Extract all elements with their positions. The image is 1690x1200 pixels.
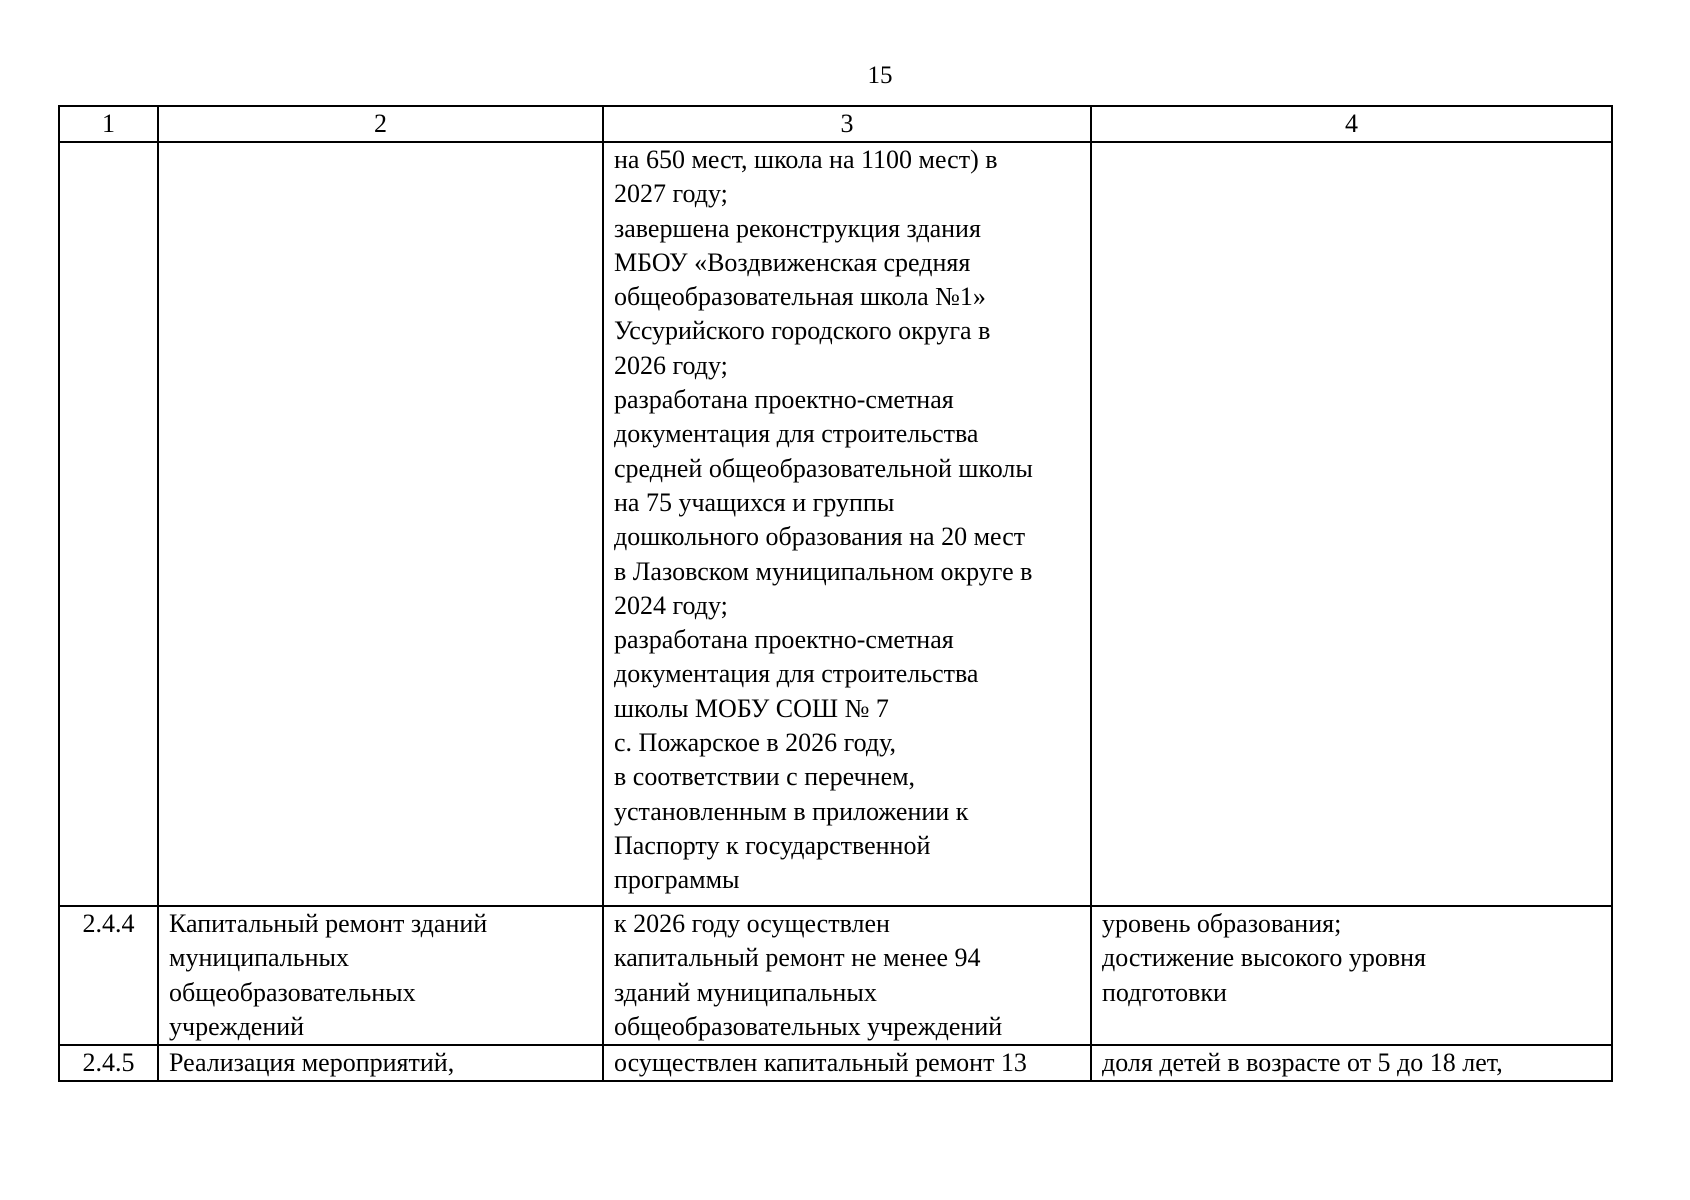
row-number-cell: 2.4.4: [59, 906, 158, 1045]
cell-text-line: 2026 году;: [614, 350, 728, 380]
program-table: [58, 105, 1613, 1082]
cell-text-line: зданий муниципальных: [614, 977, 877, 1007]
cell-text-line: Паспорту к государственной: [614, 830, 931, 860]
cell-text-line: МБОУ «Воздвиженская средняя: [614, 247, 971, 277]
cell-text-line: осуществлен капитальный ремонт 13: [614, 1048, 1027, 1078]
measure-name-cell: [158, 906, 603, 1045]
cell-text-line: общеобразовательная школа №1»: [614, 282, 986, 312]
table-row: [59, 1045, 1612, 1081]
result-cell: [603, 906, 1091, 1045]
cell-text-line: программы: [614, 865, 740, 895]
result-cell: [603, 1045, 1091, 1081]
cell-text-line: на 650 мест, школа на 1100 мест) в: [614, 145, 998, 174]
row-number-cell: [59, 142, 158, 906]
cell-text-line: документация для строительства: [614, 419, 979, 449]
cell-text-line: разработана проектно-сметная: [614, 385, 954, 415]
indicator-cell: [1091, 1045, 1612, 1081]
indicator-cell: [1091, 142, 1612, 906]
cell-text-line: установленным в приложении к: [614, 796, 969, 826]
cell-text-line: достижение высокого уровня: [1102, 943, 1426, 973]
header-cell-1: 1: [59, 106, 158, 142]
cell-text-line: к 2026 году осуществлен: [614, 909, 890, 938]
table-row: [59, 906, 1612, 1045]
measure-name-cell: [158, 142, 603, 906]
cell-text-line: школы МОБУ СОШ № 7: [614, 693, 889, 723]
cell-text-line: капитальный ремонт не менее 94: [614, 943, 981, 973]
cell-text-line: 2027 году;: [614, 179, 728, 209]
table-header-row: [59, 106, 1612, 142]
cell-text-line: подготовки: [1102, 977, 1227, 1007]
cell-text-line: доля детей в возрасте от 5 до 18 лет,: [1102, 1048, 1503, 1078]
header-cell-4: 4: [1091, 106, 1612, 142]
table-row: [59, 142, 1612, 906]
row-number-cell: 2.4.5: [59, 1045, 158, 1081]
cell-text-line: Капитальный ремонт зданий: [169, 909, 488, 938]
cell-text-line: документация для строительства: [614, 659, 979, 689]
cell-text-line: муниципальных: [169, 943, 350, 973]
result-cell: [603, 142, 1091, 906]
page-number: 15: [867, 62, 893, 89]
cell-text-line: в Лазовском муниципальном округе в: [614, 556, 1033, 586]
cell-text-line: общеобразовательных учреждений: [614, 1011, 1003, 1041]
header-cell-3: 3: [603, 106, 1091, 142]
cell-text-line: в соответствии с перечнем,: [614, 762, 916, 792]
cell-text-line: на 75 учащихся и группы: [614, 487, 895, 517]
measure-name-cell: [158, 1045, 603, 1081]
cell-text-line: завершена реконструкция здания: [614, 213, 981, 243]
cell-text-line: с. Пожарское в 2026 году,: [614, 728, 897, 758]
cell-text-line: дошкольного образования на 20 мест: [614, 522, 1026, 552]
cell-text-line: средней общеобразовательной школы: [614, 453, 1033, 483]
cell-text-line: уровень образования;: [1102, 909, 1342, 938]
cell-text-line: Реализация мероприятий,: [169, 1048, 455, 1078]
cell-text-line: учреждений: [169, 1011, 305, 1041]
header-cell-2: 2: [158, 106, 603, 142]
cell-text-line: Уссурийского городского округа в: [614, 316, 991, 346]
indicator-cell: [1091, 906, 1612, 1045]
cell-text-line: 2024 году;: [614, 590, 728, 620]
cell-text-line: разработана проектно-сметная: [614, 625, 954, 655]
cell-text-line: общеобразовательных: [169, 977, 416, 1007]
